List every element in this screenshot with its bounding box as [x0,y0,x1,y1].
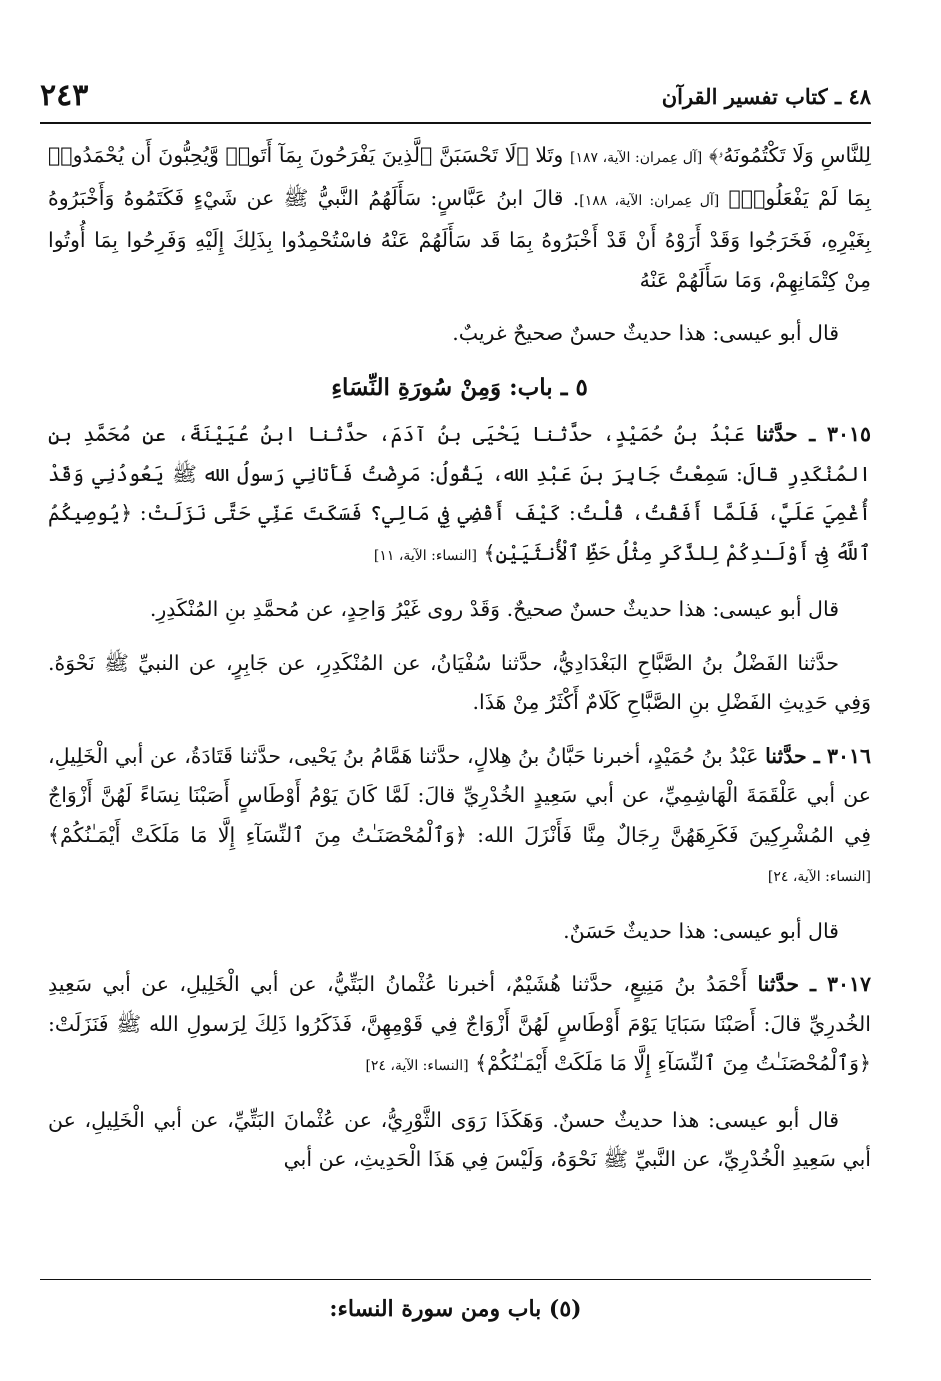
grading-statement: قال أبو عيسى: هذا حديثٌ حسنٌ صحيحٌ غريبٌ. [452,321,839,345]
hadith-text: عَبْدُ بنُ حُمَيْدٍ، أخبرنا حَبَّانُ بنُ هِلالٍ، حدَّثنا هَمَّامُ بنُ يَحْيى، حدَّثنا قَتَادَةُ، عن أبي الْخَلِيلِ، عن أبي عَلْقَمَةَ الْهَاشِمِيِّ، عن أبي سَعِيدٍ الخُدْرِيِّ قالَ: لَمَّا كَانَ يَوْمُ أَوْطَاسٍ أَصَبْنَا نِسَاءً لَهُنَّ أَزْوَاجٌ فِي المُشْرِكِينَ فَكَرِهَهُنَّ رِجَالٌ مِنَّا فَأَنْزَلَ الله: ﴿وَٱلْمُحْصَنَـٰتُ مِنَ ٱلنِّسَآءِ إِلَّا مَا مَلَكَتْ أَيْمَـٰنُكُمْ﴾ [48,743,871,847]
quran-fragment: لِلنَّاسِ وَلَا تَكْتُمُونَهُۥ [718,143,871,167]
hadith-text: أَحْمَدُ بنُ مَنِيعٍ، حدَّثنا هُشَيْمٌ، أخبرنا عُثْمانُ البَتِّيُّ، عن أبي الْخَلِيلِ، عن أبي سَعِيدِ الخُدرِيِّ قالَ: أَصَبْنَا سَبَايَا يَوْمَ أَوْطَاسٍ لَهُنَّ أَزْوَاجٌ فِي قَوْمِهِنَّ، فَذَكَرُوا ذَلِكَ لِرَسولِ الله ﷺ فَنَزَلَتْ: ﴿وَٱلْمُحْصَنَـٰتُ مِنَ ٱلنِّسَآءِ إِلَّا مَا مَلَكَتْ أَيْمَـٰنُكُمْ﴾ [48,972,871,1075]
grading-statement: قال أبو عيسى: هذا حديثٌ حسنٌ. وَهَكَذَا رَوَى الثَّوْرِيُّ، عن عُثْمانَ البَتِّيِّ، عن أبي الْخَلِيلِ، عن أبي سَعِيدِ الْخُدْرِيِّ، عن النَّبيِّ ﷺ نَحْوَهُ، وَلَيْسَ فِي هَذَا الْحَدِيثِ، عن أبي [48,1107,871,1171]
verse-reference: [النساء: الآية، ٢٤] [767,869,871,885]
hadith-3016 [48,737,871,898]
hadith-text: عَبْدُ بنُ حُمَيْدٍ، حدَّثنا يَحْيَى بنُ آدَمَ، حدَّثنا ابنُ عُيَيْنَةَ، عن مُحَمَّدِ بنِ المُنْكَدِرِ قالَ: سَمِعْتُ جَابِرَ بنَ عَبْدِ الله، يَقُولُ: مَرِضْتُ فَأَتانِي رَسولُ الله ﷺ يَعُودُنِي وَقَدْ أُغْمِيَ عَلَيَّ، فَلَمَّا أَفَقْتُ، قُلْتُ: كَيْفَ أَقْضِي فِي مَالِي؟ فَسَكَتَ عَنِّي حَتَّى نَزَلَتْ: ﴿يُوصِيكُمُ ٱللَّهُ فِىٓ أَوْلَـٰدِكُمْ لِلذَّكَرِ مِثْلُ حَظِّ ٱلْأُنثَيَيْنِ﴾ [48,422,871,565]
hadith-3017 [48,965,871,1087]
footnote: (٥) باب ومن سورة النساء: [329,1296,582,1322]
hadith-number: ٣٠١٥ ـ حدَّثنا [756,422,871,446]
paragraph-text: . قالَ ابنُ عَبَّاسٍ: سَأَلَهُمُ النَّبيُّ ﷺ عن شَيْءٍ فَكَتَمُوهُ وَأَخْبَرُوهُ بِغَيْرِهِ، فَخَرَجُوا وَقَدْ أَرَوْهُ أَنْ قَدْ أَخْبَرُوهُ بِمَا قَد سَأَلَهُمْ عَنْهُ فاسْتُحْمِدُوا بِذَلِكَ إِلَيْهِ وَفَرِحُوا بِمَا أُوتُوا مِنْ كِتْمَانِهِمْ، وَمَا سَأَلَهُمْ عَنْهُ [48,185,871,292]
hadith-number: ٣٠١٦ ـ حدَّثنا [765,743,871,768]
hadith-3015 [48,415,871,576]
chapter-heading: ٥ ـ باب: وَمِنْ سُورَةِ النِّسَاءِ [331,373,588,401]
footnote-rule [40,1279,871,1280]
running-head: ٤٨ ـ كتاب تفسير القرآن [661,84,871,109]
page-header [40,80,871,120]
hadith-number: ٣٠١٧ ـ حدَّثنا [757,972,871,996]
verse-reference: [النساء: الآية، ١١] [373,547,478,564]
page-number: ٢٤٣ [40,78,89,113]
verse-reference: [آل عِمران: الآية، ١٨٧] [569,150,703,166]
verse-reference: [النساء: الآية، ٢٤] [365,1058,469,1074]
paragraph-continuation: لِلنَّاسِ وَلَا تَكْتُمُونَهُۥ﴾ [آل عِمران: الآية، ١٨٧] وتَلا ﴿لَا تَحْسَبَنَّ ٱلَّذِينَ يَفْرَحُونَ بِمَآ أَتَوا۟ وَّيُحِبُّونَ أَن يُحْمَدُوا۟ بِمَا لَمْ يَفْعَلُوا۟﴾ [آل عِمران: الآية، ١٨٨]. قالَ ابنُ عَبَّاسٍ: سَأَلَهُمُ النَّبيُّ ﷺ عن شَيْءٍ فَكَتَمُوهُ وَأَخْبَرُوهُ بِغَيْرِهِ، فَخَرَجُوا وَقَدْ أَرَوْهُ أَنْ قَدْ أَخْبَرُوهُ بِمَا قَد سَأَلَهُمْ عَنْهُ فاسْتُحْمِدُوا بِذَلِكَ إِلَيْهِ وَفَرِحُوا بِمَا أُوتُوا مِنْ كِتْمَانِهِمْ، وَمَا سَأَلَهُمْ عَنْهُ [48,143,871,292]
paragraph-text: وتَلا ﴿لَا تَحْسَبَنَّ ٱلَّذِينَ يَفْرَحُونَ بِمَآ أَتَوا۟ وَّيُحِبُّونَ أَن يُحْمَدُوا۟ بِمَا لَمْ يَفْعَلُوا۟﴾ [48,143,871,210]
verse-reference: [آل عِمران: الآية، ١٨٨] [579,192,720,209]
grading-statement: قال أبو عيسى: هذا حديثٌ حسنٌ صحيحٌ. وَقَدْ روى غَيْرُ وَاحِدٍ، عن مُحمَّدِ بنِ المُنْكَدِرِ. [149,597,839,621]
header-rule [40,122,871,124]
grading-statement: قال أبو عيسى: هذا حديثٌ حَسَنٌ. [563,918,839,943]
main-text [48,136,871,1180]
chain-of-narration: حدَّثنا الفَضْلُ بنُ الصَّبَّاحِ البَغْدَادِيُّ، حدَّثنا سُفْيَانُ، عن المُنْكَدِرِ، عن جَابِرٍ، عن النبيِّ ﷺ نَحْوَهُ. وَفِي حَدِيثِ الفَضْلِ بنِ الصَّبَّاحِ كَلَامٌ أَكْثَرُ مِنْ هَذَا. [48,650,871,714]
